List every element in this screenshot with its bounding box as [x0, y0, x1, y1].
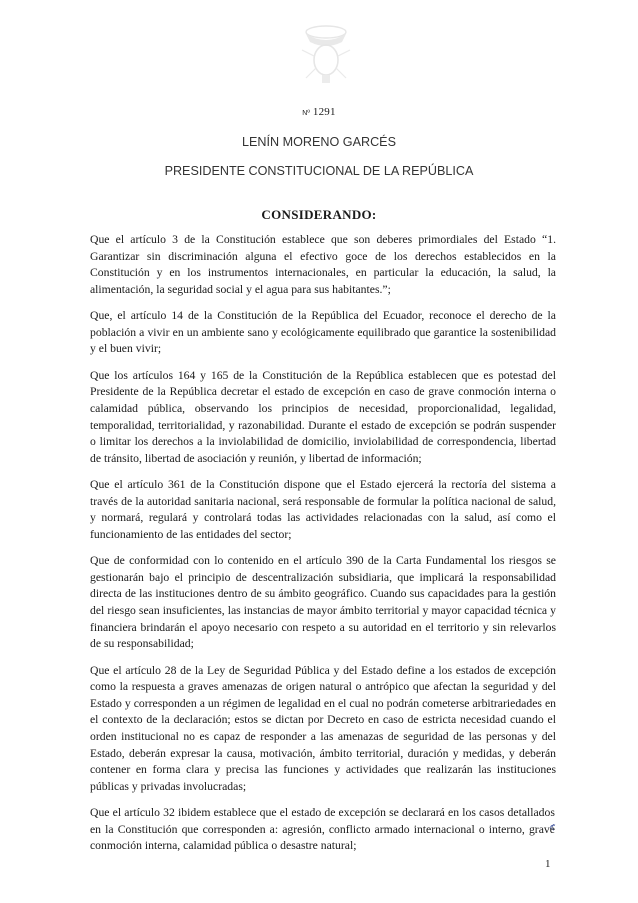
decree-number	[0, 106, 638, 118]
president-title: PRESIDENTE CONSTITUCIONAL DE LA REPÚBLICA	[164, 164, 474, 178]
paragraph-article-32: Que el artículo 32 ibidem establece que el estado de excepción se declarará en los casos detallados en la Constitución que corresponden a: agresión, conflicto armado internacional o interno, grave conmoción interna, calamidad pública o desastre natural;	[90, 806, 555, 853]
page-number: 1	[545, 858, 551, 870]
paragraph-articles-164-165: Que los artículos 164 y 165 de la Constitución de la República establecen que es potestad del Presidente de la República decretar el estado de excepción en caso de grave conmoción interna o calamidad pública, observando los principios de necesidad, proporcionalidad, legalidad, temporalidad, territorialidad, y razonabilidad. Durante el estado de excepción se podrán suspender o limitar los derechos a la inviolabilidad de domicilio, inviolabilidad de correspondencia, libertad de tránsito, libertad de asociación y reunión, y libertad de información;	[90, 368, 556, 465]
document-body	[90, 232, 556, 855]
decree-number-label: Nº	[302, 110, 310, 117]
president-name: LENÍN MORENO GARCÉS	[242, 135, 396, 149]
paragraph-article-28: Que el artículo 28 de la Ley de Seguridad Pública y del Estado define a los estados de excepción como la respuesta a graves amenazas de origen natural o antrópico que afectan la seguridad y del Estado y corresponden a un régimen de legalidad en el cual no podrán cometerse arbitrariedades en el contexto de la declaración; estos se dictan por Decreto en caso de estricta necesidad cuando el orden institucional no es capaz de responder a las amenazas de seguridad de las personas y del Estado, deberán expresar la causa, motivación, ámbito territorial, duración y medidas, y deberán contener en forma clara y precisa las funciones y actividades que realizarán las instituciones públicas y privadas involucradas;	[90, 663, 556, 793]
decree-number-value: 1291	[312, 106, 336, 118]
handwritten-initials-icon	[549, 813, 556, 839]
last-paragraph-row	[90, 805, 556, 855]
section-heading: CONSIDERANDO:	[261, 207, 377, 222]
national-coat-of-arms-watermark	[296, 20, 356, 86]
paragraph-article-14: Que, el artículo 14 de la Constitución de la República del Ecuador, reconoce el derecho de la población a vivir en un ambiente sano y ecológicamente equilibrado que garantice la sostenibilidad y el buen vivir;	[90, 309, 556, 356]
paragraph-article-361: Que el artículo 361 de la Constitución dispone que el Estado ejercerá la rectoría del sistema a través de la autoridad sanitaria nacional, será responsable de formular la política nacional de salud, y normará, regulará y controlará todas las actividades relacionadas con la salud, así como el funcionamiento de las entidades del sector;	[90, 478, 556, 541]
paragraph-article-390: Que de conformidad con lo contenido en el artículo 390 de la Carta Fundamental los riesgos se gestionarán bajo el principio de descentralización subsidiaria, que implicará la responsabilidad directa de las instituciones dentro de su ámbito geográfico. Cuando sus capacidades para la gestión del riesgo sean insuficientes, las instancias de mayor ámbito territorial y mayor capacidad técnica y financiera brindarán el apoyo necesario con respeto a su autoridad en el territorio y sin relevarlos de su responsabilidad;	[90, 554, 556, 651]
paragraph-article-3: Que el artículo 3 de la Constitución establece que son deberes primordiales del Estado “1. Garantizar sin discriminación alguna el efectivo goce de los derechos establecidos en la Constitución y en los instrumentos internacionales, en particular la educación, la salud, la alimentación, la seguridad social y el agua para sus habitantes.”;	[90, 233, 556, 296]
